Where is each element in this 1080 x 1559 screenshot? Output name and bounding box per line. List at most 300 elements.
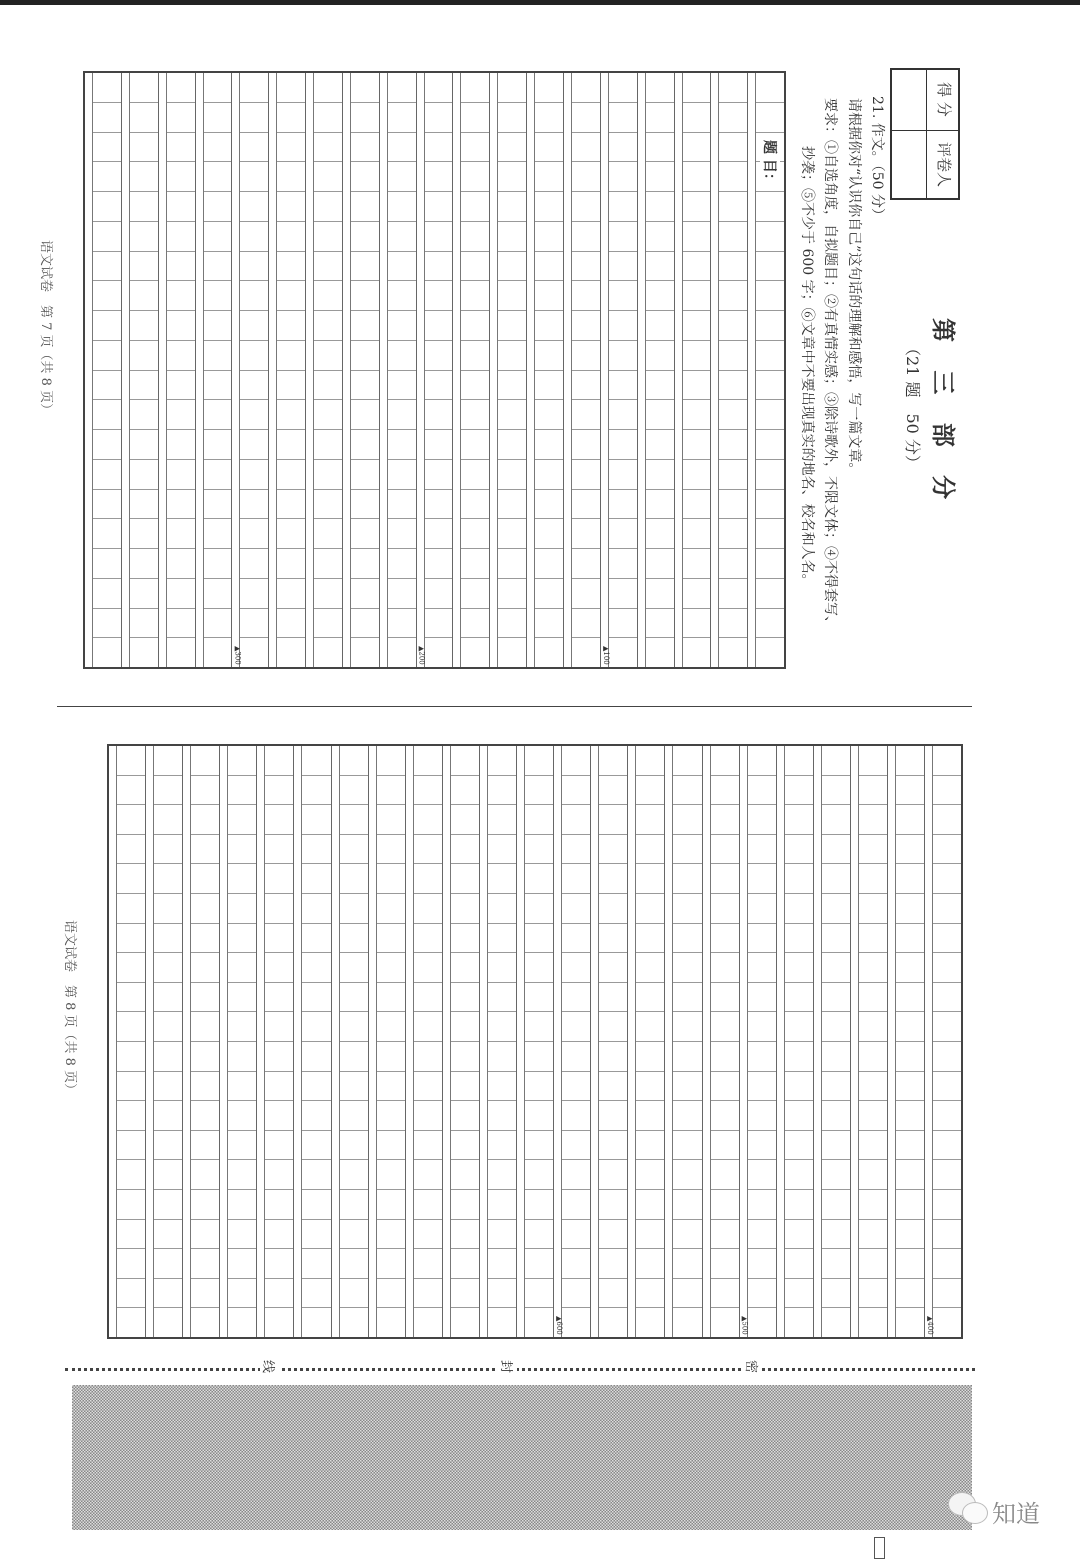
- grid-cell[interactable]: [748, 894, 776, 924]
- grid-cell[interactable]: [191, 776, 219, 806]
- grid-cell[interactable]: [377, 776, 405, 806]
- grid-cell[interactable]: [719, 311, 747, 341]
- grid-top-column[interactable]: [490, 73, 527, 667]
- grid-cell[interactable]: [167, 162, 195, 192]
- grid-cell[interactable]: [461, 162, 489, 192]
- grid-cell[interactable]: [228, 1190, 256, 1220]
- grid-cell[interactable]: [719, 73, 747, 103]
- grid-cell[interactable]: [461, 460, 489, 490]
- grid-cell[interactable]: [277, 638, 305, 667]
- grid-cell[interactable]: [933, 924, 961, 954]
- grid-cell[interactable]: [425, 579, 453, 609]
- grid-cell[interactable]: [377, 1160, 405, 1190]
- grid-cell[interactable]: [461, 73, 489, 103]
- grid-cell[interactable]: [93, 519, 121, 549]
- grid-cell[interactable]: [711, 835, 739, 865]
- grid-cell[interactable]: [719, 252, 747, 282]
- grid-cell[interactable]: [277, 400, 305, 430]
- grid-cell[interactable]: [683, 460, 711, 490]
- grid-cell[interactable]: [636, 953, 664, 983]
- grid-cell[interactable]: [646, 400, 674, 430]
- grid-cell[interactable]: [498, 460, 526, 490]
- grid-cell[interactable]: [636, 1131, 664, 1161]
- grid-cell[interactable]: [673, 864, 701, 894]
- grid-cell[interactable]: [646, 103, 674, 133]
- grid-cell[interactable]: [340, 1249, 368, 1279]
- grid-cell[interactable]: [191, 1160, 219, 1190]
- grid-cell[interactable]: [859, 1072, 887, 1102]
- grid-cell[interactable]: [636, 805, 664, 835]
- grid-cell[interactable]: [388, 549, 416, 579]
- grid-cell[interactable]: [451, 1249, 479, 1279]
- grid-cell[interactable]: [302, 835, 330, 865]
- grid-cell[interactable]: [340, 746, 368, 776]
- grid-cell[interactable]: [240, 400, 268, 430]
- grid-cell[interactable]: [488, 1101, 516, 1131]
- grid-cell[interactable]: [535, 400, 563, 430]
- grid-cell[interactable]: [167, 341, 195, 371]
- grid-cell[interactable]: [756, 400, 784, 430]
- grid-cell[interactable]: [756, 460, 784, 490]
- grid-cell[interactable]: [719, 579, 747, 609]
- grid-cell[interactable]: [461, 371, 489, 401]
- grid-cell[interactable]: [414, 1249, 442, 1279]
- grid-cell[interactable]: [277, 252, 305, 282]
- grid-cell[interactable]: [933, 1072, 961, 1102]
- grid-cell[interactable]: [859, 894, 887, 924]
- grid-cell[interactable]: [204, 490, 232, 520]
- grid-cell[interactable]: [673, 1279, 701, 1309]
- grid-cell[interactable]: [896, 1131, 924, 1161]
- grid-cell[interactable]: [673, 953, 701, 983]
- grid-cell[interactable]: [277, 192, 305, 222]
- grid-cell[interactable]: [933, 1042, 961, 1072]
- grid-cell[interactable]: [351, 579, 379, 609]
- grid-cell[interactable]: [785, 1012, 813, 1042]
- grid-cell[interactable]: [572, 371, 600, 401]
- grid-cell[interactable]: [228, 924, 256, 954]
- grid-cell[interactable]: [414, 1101, 442, 1131]
- grid-cell[interactable]: [572, 311, 600, 341]
- grid-cell[interactable]: [636, 1101, 664, 1131]
- grid-cell[interactable]: [562, 1160, 590, 1190]
- grid-cell[interactable]: [498, 281, 526, 311]
- grid-cell[interactable]: [748, 1190, 776, 1220]
- grid-cell[interactable]: [265, 894, 293, 924]
- grid-cell[interactable]: [488, 1131, 516, 1161]
- grid-cell[interactable]: [414, 776, 442, 806]
- grid-cell[interactable]: [191, 1101, 219, 1131]
- grid-cell[interactable]: [822, 1131, 850, 1161]
- grid-cell[interactable]: [154, 805, 182, 835]
- grid-cell[interactable]: [525, 1072, 553, 1102]
- grid-cell[interactable]: [859, 1308, 887, 1337]
- grid-bottom-column[interactable]: [369, 746, 406, 1337]
- grid-cell[interactable]: [302, 1101, 330, 1131]
- grid-cell[interactable]: [130, 519, 158, 549]
- grid-cell[interactable]: [425, 341, 453, 371]
- grid-cell[interactable]: [228, 1072, 256, 1102]
- grid-cell[interactable]: [204, 222, 232, 252]
- grid-cell[interactable]: [896, 1308, 924, 1337]
- grid-cell[interactable]: [154, 835, 182, 865]
- grid-cell[interactable]: [228, 1042, 256, 1072]
- grid-cell[interactable]: [636, 1072, 664, 1102]
- grid-cell[interactable]: [302, 1190, 330, 1220]
- grid-cell[interactable]: [93, 579, 121, 609]
- grid-cell[interactable]: [340, 1072, 368, 1102]
- grid-cell[interactable]: [461, 519, 489, 549]
- grid-cell[interactable]: [636, 746, 664, 776]
- grid-cell[interactable]: [340, 835, 368, 865]
- grid-cell[interactable]: [117, 1012, 145, 1042]
- grid-cell[interactable]: [117, 1160, 145, 1190]
- grid-cell[interactable]: [748, 746, 776, 776]
- grid-cell[interactable]: [265, 1042, 293, 1072]
- grid-cell[interactable]: [756, 73, 784, 103]
- grid-cell[interactable]: [340, 1279, 368, 1309]
- grid-cell[interactable]: [277, 549, 305, 579]
- grid-cell[interactable]: [572, 341, 600, 371]
- grid-cell[interactable]: [425, 222, 453, 252]
- grid-bottom-column[interactable]: [183, 746, 220, 1337]
- grid-cell[interactable]: [388, 609, 416, 639]
- grid-cell[interactable]: [93, 638, 121, 667]
- grid-cell[interactable]: [425, 549, 453, 579]
- grid-cell[interactable]: [673, 1308, 701, 1337]
- grid-cell[interactable]: [572, 400, 600, 430]
- grid-cell[interactable]: [933, 1279, 961, 1309]
- grid-cell[interactable]: [265, 1072, 293, 1102]
- grid-cell[interactable]: [498, 519, 526, 549]
- grid-cell[interactable]: [204, 103, 232, 133]
- grid-cell[interactable]: [451, 864, 479, 894]
- grid-cell[interactable]: [498, 222, 526, 252]
- grid-cell[interactable]: [933, 894, 961, 924]
- grid-cell[interactable]: [646, 162, 674, 192]
- grid-top-column[interactable]: [232, 73, 269, 667]
- grid-cell[interactable]: [719, 281, 747, 311]
- grid-cell[interactable]: [240, 371, 268, 401]
- grid-cell[interactable]: [683, 609, 711, 639]
- grid-cell[interactable]: [351, 222, 379, 252]
- grid-cell[interactable]: [719, 222, 747, 252]
- grid-cell[interactable]: [525, 1042, 553, 1072]
- grid-bottom-column[interactable]: [925, 746, 961, 1337]
- grid-cell[interactable]: [572, 579, 600, 609]
- grid-cell[interactable]: [130, 490, 158, 520]
- grid-bottom-column[interactable]: [332, 746, 369, 1337]
- grid-cell[interactable]: [498, 252, 526, 282]
- grid-cell[interactable]: [488, 776, 516, 806]
- grid-cell[interactable]: [785, 835, 813, 865]
- grid-cell[interactable]: [228, 835, 256, 865]
- grid-cell[interactable]: [711, 1308, 739, 1337]
- grid-cell[interactable]: [265, 1131, 293, 1161]
- grid-top-column[interactable]: [269, 73, 306, 667]
- grid-cell[interactable]: [609, 341, 637, 371]
- grid-cell[interactable]: [340, 1160, 368, 1190]
- grid-cell[interactable]: [599, 864, 627, 894]
- grid-cell[interactable]: [636, 776, 664, 806]
- grid-cell[interactable]: [683, 222, 711, 252]
- grid-cell[interactable]: [191, 746, 219, 776]
- grid-cell[interactable]: [756, 519, 784, 549]
- grid-cell[interactable]: [314, 460, 342, 490]
- grid-cell[interactable]: [414, 1308, 442, 1337]
- grid-cell[interactable]: [191, 1012, 219, 1042]
- grid-cell[interactable]: [117, 776, 145, 806]
- grid-cell[interactable]: [609, 222, 637, 252]
- grid-cell[interactable]: [562, 805, 590, 835]
- grid-cell[interactable]: [636, 835, 664, 865]
- grid-cell[interactable]: [525, 1160, 553, 1190]
- grid-cell[interactable]: [683, 162, 711, 192]
- grid-cell[interactable]: [314, 162, 342, 192]
- grid-cell[interactable]: [388, 222, 416, 252]
- grid-cell[interactable]: [572, 430, 600, 460]
- grid-top-column[interactable]: [85, 73, 122, 667]
- grid-cell[interactable]: [673, 776, 701, 806]
- grid-cell[interactable]: [572, 192, 600, 222]
- grid-cell[interactable]: [154, 1190, 182, 1220]
- grid-cell[interactable]: [683, 252, 711, 282]
- grid-cell[interactable]: [711, 1012, 739, 1042]
- grid-cell[interactable]: [683, 133, 711, 163]
- grid-cell[interactable]: [488, 1072, 516, 1102]
- grid-cell[interactable]: [719, 638, 747, 667]
- grid-cell[interactable]: [314, 638, 342, 667]
- grid-cell[interactable]: [117, 1249, 145, 1279]
- grid-cell[interactable]: [154, 1279, 182, 1309]
- grid-cell[interactable]: [785, 953, 813, 983]
- grid-cell[interactable]: [646, 192, 674, 222]
- grid-cell[interactable]: [461, 222, 489, 252]
- grid-cell[interactable]: [572, 638, 600, 667]
- grid-cell[interactable]: [204, 579, 232, 609]
- grid-cell[interactable]: [388, 192, 416, 222]
- grid-cell[interactable]: [191, 894, 219, 924]
- grid-cell[interactable]: [822, 924, 850, 954]
- grid-cell[interactable]: [488, 835, 516, 865]
- grid-cell[interactable]: [154, 1220, 182, 1250]
- grid-cell[interactable]: [191, 983, 219, 1013]
- grid-cell[interactable]: [711, 746, 739, 776]
- grid-cell[interactable]: [535, 73, 563, 103]
- grid-cell[interactable]: [240, 430, 268, 460]
- grid-cell[interactable]: [785, 894, 813, 924]
- grid-cell[interactable]: [859, 864, 887, 894]
- grid-cell[interactable]: [822, 1190, 850, 1220]
- grid-cell[interactable]: [599, 1012, 627, 1042]
- grid-cell[interactable]: [265, 1308, 293, 1337]
- grid-cell[interactable]: [451, 1131, 479, 1161]
- grid-cell[interactable]: [117, 983, 145, 1013]
- grid-cell[interactable]: [130, 73, 158, 103]
- grid-cell[interactable]: [302, 1279, 330, 1309]
- grid-cell[interactable]: [646, 609, 674, 639]
- grid-cell[interactable]: [488, 1012, 516, 1042]
- grid-cell[interactable]: [314, 192, 342, 222]
- grid-cell[interactable]: [683, 400, 711, 430]
- grid-cell[interactable]: [277, 222, 305, 252]
- grid-cell[interactable]: [756, 490, 784, 520]
- grid-cell[interactable]: [117, 1190, 145, 1220]
- grid-cell[interactable]: [204, 192, 232, 222]
- grid-cell[interactable]: [535, 103, 563, 133]
- grid-cell[interactable]: [933, 864, 961, 894]
- grid-cell[interactable]: [748, 953, 776, 983]
- grid-cell[interactable]: [562, 894, 590, 924]
- grid-cell[interactable]: [228, 805, 256, 835]
- grid-cell[interactable]: [240, 490, 268, 520]
- grid-cell[interactable]: [130, 103, 158, 133]
- grid-cell[interactable]: [636, 1220, 664, 1250]
- grid-cell[interactable]: [314, 222, 342, 252]
- grid-cell[interactable]: [351, 549, 379, 579]
- grid-bottom-column[interactable]: [740, 746, 777, 1337]
- grid-cell[interactable]: [756, 579, 784, 609]
- grid-cell[interactable]: [711, 1279, 739, 1309]
- grid-cell[interactable]: [154, 864, 182, 894]
- grid-cell[interactable]: [525, 1012, 553, 1042]
- grid-cell[interactable]: [488, 864, 516, 894]
- grid-top-column[interactable]: [159, 73, 196, 667]
- grid-cell[interactable]: [277, 371, 305, 401]
- grid-cell[interactable]: [711, 1220, 739, 1250]
- grid-cell[interactable]: [599, 776, 627, 806]
- grid-cell[interactable]: [451, 1279, 479, 1309]
- grid-cell[interactable]: [599, 835, 627, 865]
- grid-cell[interactable]: [535, 252, 563, 282]
- grid-cell[interactable]: [756, 311, 784, 341]
- grid-cell[interactable]: [498, 192, 526, 222]
- grid-cell[interactable]: [896, 894, 924, 924]
- grid-cell[interactable]: [646, 73, 674, 103]
- grid-cell[interactable]: [388, 162, 416, 192]
- grid-cell[interactable]: [130, 311, 158, 341]
- grid-cell[interactable]: [461, 609, 489, 639]
- grid-cell[interactable]: [488, 894, 516, 924]
- grid-bottom-column[interactable]: [146, 746, 183, 1337]
- grid-cell[interactable]: [451, 805, 479, 835]
- grid-cell[interactable]: [711, 805, 739, 835]
- grid-cell[interactable]: [340, 1220, 368, 1250]
- grid-cell[interactable]: [377, 1131, 405, 1161]
- grid-cell[interactable]: [896, 1042, 924, 1072]
- grid-cell[interactable]: [228, 1131, 256, 1161]
- grid-cell[interactable]: [748, 1220, 776, 1250]
- grid-cell[interactable]: [822, 746, 850, 776]
- grid-cell[interactable]: [572, 609, 600, 639]
- grid-cell[interactable]: [535, 162, 563, 192]
- grid-cell[interactable]: [204, 162, 232, 192]
- grid-cell[interactable]: [525, 746, 553, 776]
- grid-cell[interactable]: [748, 924, 776, 954]
- grid-cell[interactable]: [167, 192, 195, 222]
- grid-cell[interactable]: [609, 252, 637, 282]
- grid-cell[interactable]: [933, 1190, 961, 1220]
- grid-cell[interactable]: [277, 490, 305, 520]
- grid-cell[interactable]: [117, 746, 145, 776]
- grid-cell[interactable]: [388, 133, 416, 163]
- grid-cell[interactable]: [719, 549, 747, 579]
- grid-cell[interactable]: [859, 953, 887, 983]
- grid-cell[interactable]: [191, 1042, 219, 1072]
- grid-cell[interactable]: [498, 371, 526, 401]
- grid-cell[interactable]: [896, 776, 924, 806]
- grid-cell[interactable]: [599, 746, 627, 776]
- grid-cell[interactable]: [388, 371, 416, 401]
- grid-cell[interactable]: [425, 281, 453, 311]
- grid-cell[interactable]: [130, 341, 158, 371]
- grid-cell[interactable]: [414, 894, 442, 924]
- grid-cell[interactable]: [535, 133, 563, 163]
- grid-cell[interactable]: [388, 490, 416, 520]
- grid-cell[interactable]: [535, 430, 563, 460]
- grid-cell[interactable]: [711, 894, 739, 924]
- grid-top-column[interactable]: [306, 73, 343, 667]
- grid-cell[interactable]: [785, 1220, 813, 1250]
- grid-cell[interactable]: [265, 1249, 293, 1279]
- grid-cell[interactable]: [167, 638, 195, 667]
- grid-cell[interactable]: [933, 776, 961, 806]
- grid-cell[interactable]: [609, 103, 637, 133]
- grid-cell[interactable]: [117, 924, 145, 954]
- grid-cell[interactable]: [525, 776, 553, 806]
- grid-cell[interactable]: [822, 776, 850, 806]
- grid-cell[interactable]: [609, 490, 637, 520]
- grid-cell[interactable]: [351, 252, 379, 282]
- grid-cell[interactable]: [388, 103, 416, 133]
- grid-cell[interactable]: [130, 638, 158, 667]
- grid-cell[interactable]: [859, 1042, 887, 1072]
- grid-cell[interactable]: [240, 281, 268, 311]
- grid-cell[interactable]: [756, 549, 784, 579]
- grid-top-column[interactable]: [453, 73, 490, 667]
- grid-cell[interactable]: [377, 1249, 405, 1279]
- grid-cell[interactable]: [351, 400, 379, 430]
- grid-cell[interactable]: [240, 311, 268, 341]
- grid-cell[interactable]: [609, 609, 637, 639]
- grid-cell[interactable]: [130, 549, 158, 579]
- grid-cell[interactable]: [535, 311, 563, 341]
- grid-cell[interactable]: [377, 805, 405, 835]
- grid-cell[interactable]: [859, 983, 887, 1013]
- grid-cell[interactable]: [228, 776, 256, 806]
- grid-cell[interactable]: [748, 1012, 776, 1042]
- grid-cell[interactable]: [191, 1308, 219, 1337]
- grid-cell[interactable]: [525, 1308, 553, 1337]
- grid-cell[interactable]: [525, 894, 553, 924]
- grid-cell[interactable]: [711, 776, 739, 806]
- grid-cell[interactable]: [498, 162, 526, 192]
- grid-cell[interactable]: [748, 1131, 776, 1161]
- grid-cell[interactable]: [130, 400, 158, 430]
- grid-cell[interactable]: [388, 252, 416, 282]
- grid-cell[interactable]: [351, 133, 379, 163]
- grid-cell[interactable]: [228, 1012, 256, 1042]
- grid-cell[interactable]: [191, 1072, 219, 1102]
- grid-cell[interactable]: [340, 1308, 368, 1337]
- grid-cell[interactable]: [646, 519, 674, 549]
- grid-cell[interactable]: [340, 805, 368, 835]
- grid-cell[interactable]: [525, 1131, 553, 1161]
- grid-cell[interactable]: [351, 430, 379, 460]
- grid-cell[interactable]: [933, 1012, 961, 1042]
- grid-cell[interactable]: [673, 924, 701, 954]
- grid-cell[interactable]: [711, 1042, 739, 1072]
